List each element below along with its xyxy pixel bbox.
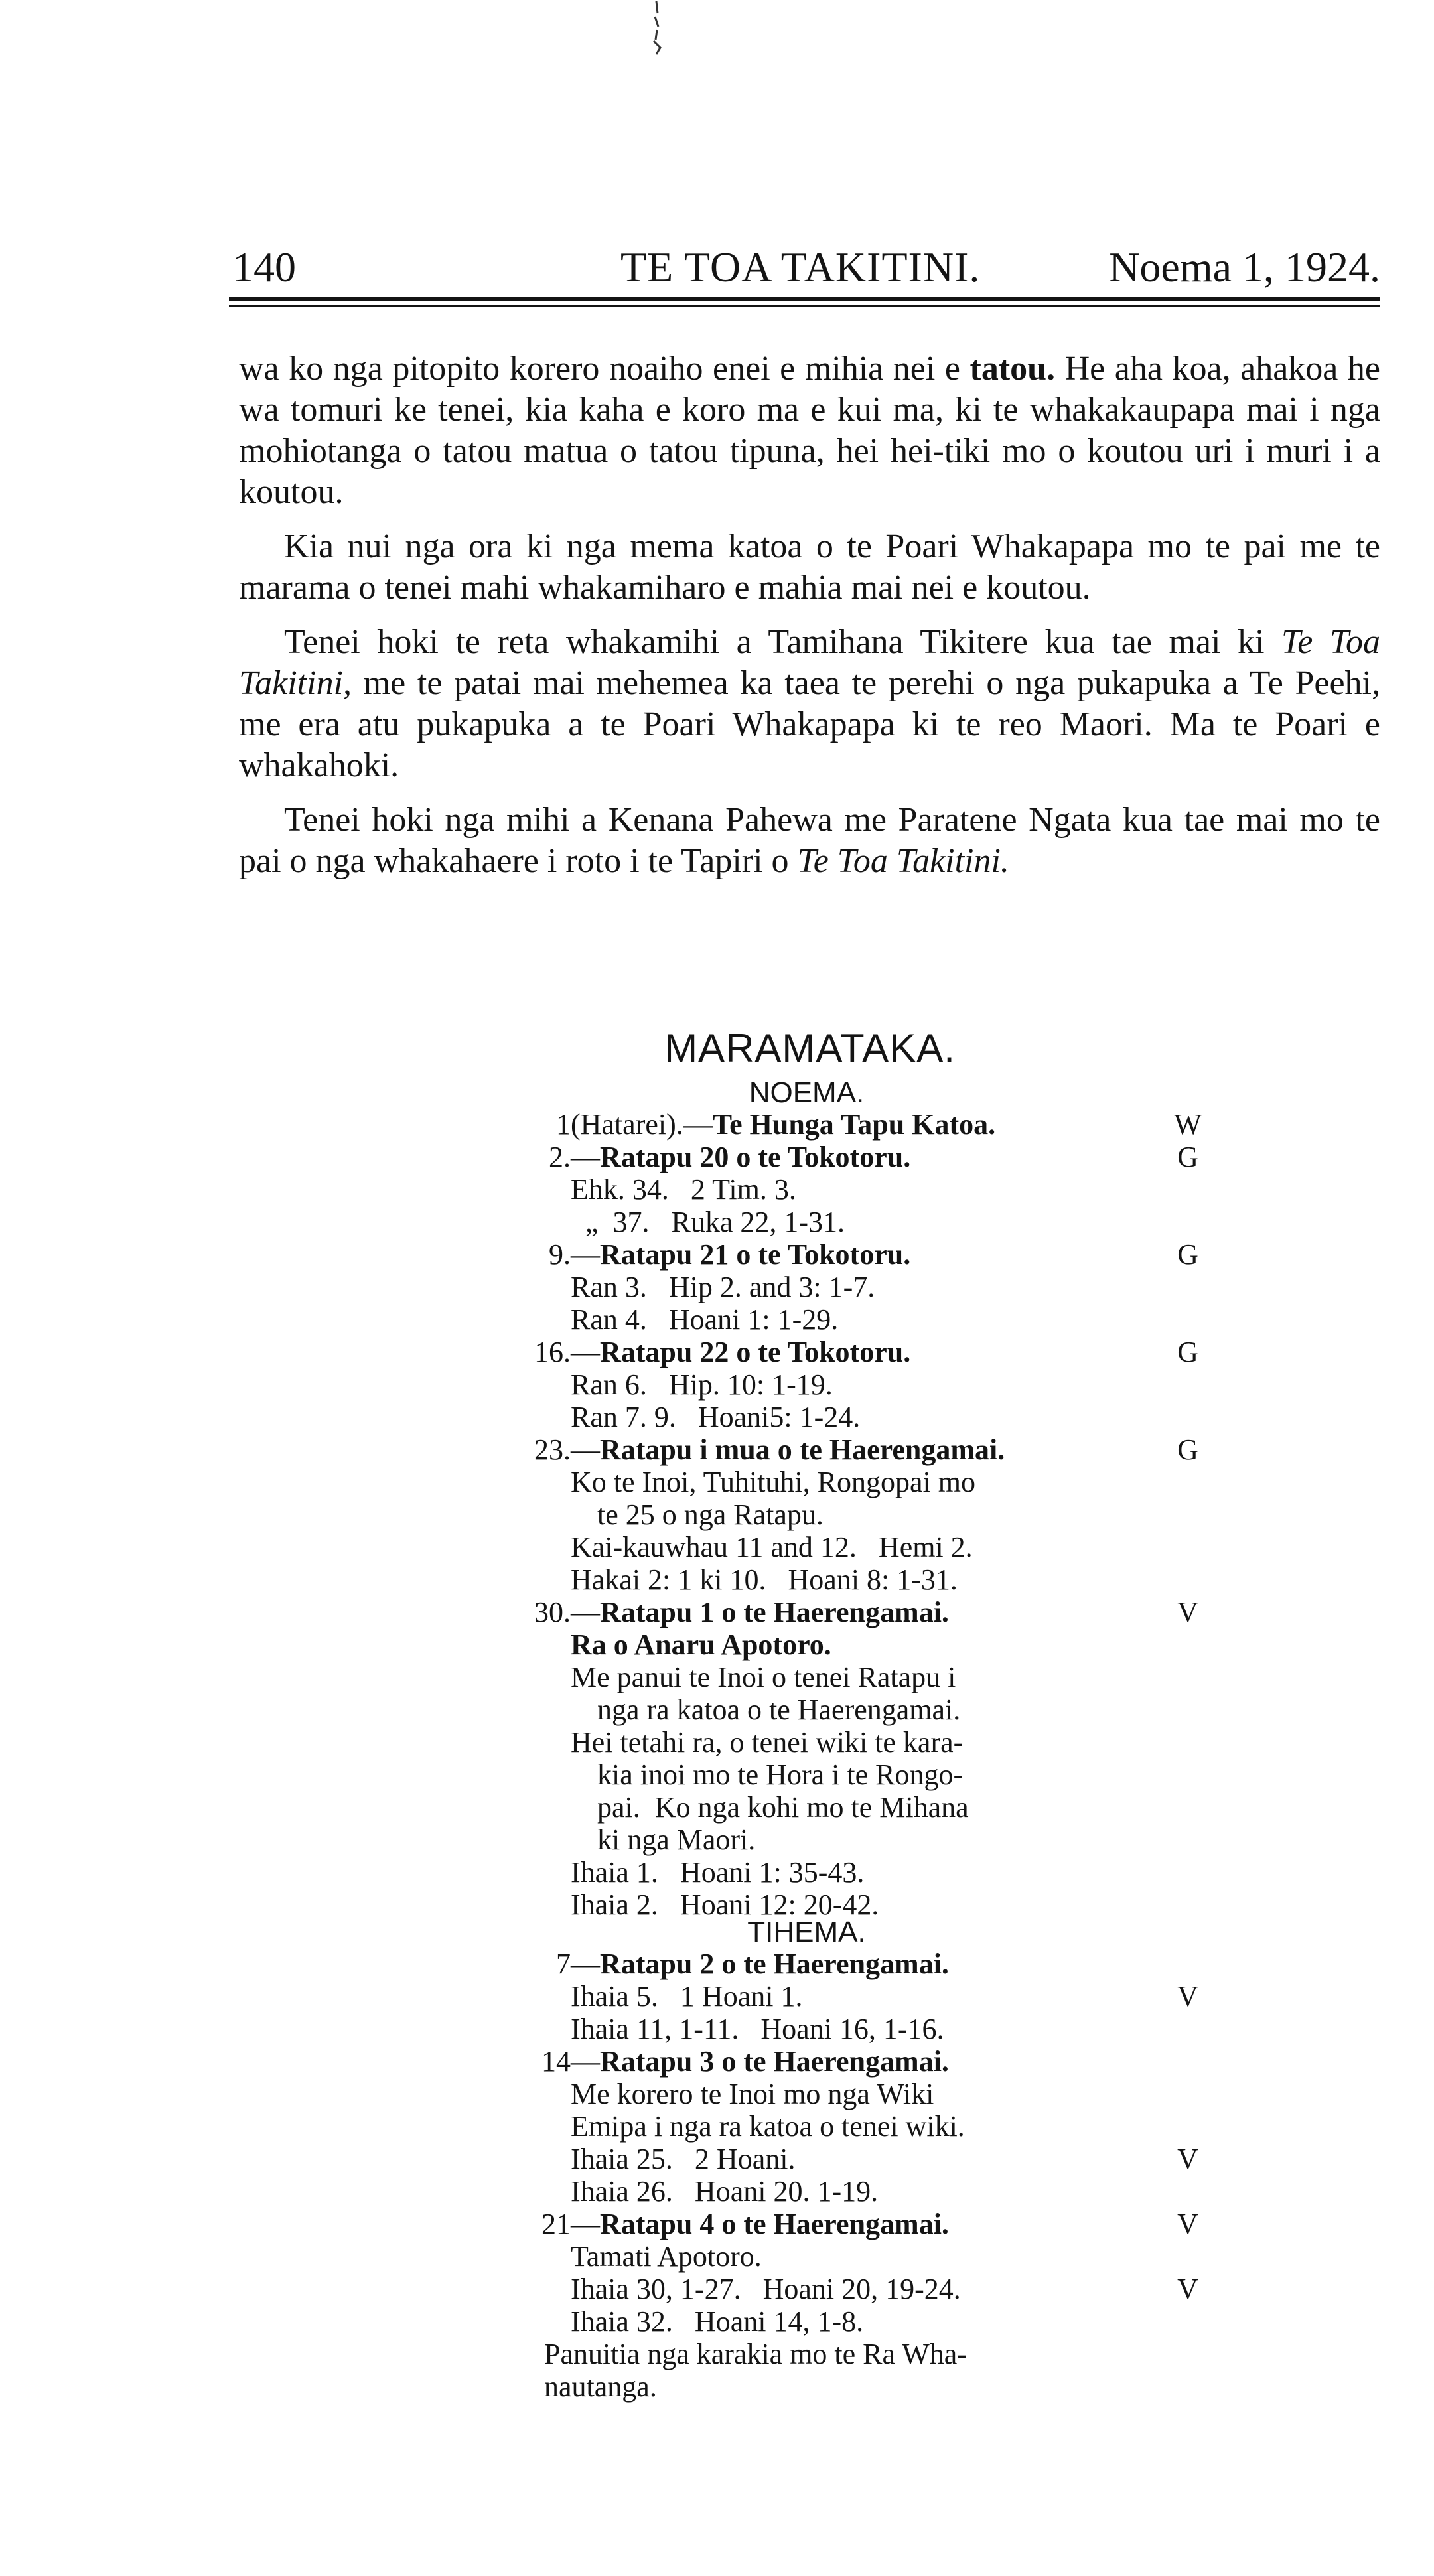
calendar-subline — [438, 1368, 1394, 1401]
entry-day: 30. — [534, 1596, 571, 1628]
reading-text: nautanga. — [544, 2370, 657, 2403]
italic-text: Te Toa Takitini. — [797, 842, 1009, 880]
entry-prefix: — — [571, 2045, 600, 2078]
entry-prefix: — — [571, 1948, 600, 1980]
calendar-subline — [438, 1173, 1394, 1206]
reading-text: Me korero te Inoi mo nga Wiki — [571, 2078, 934, 2110]
liturgical-color-code: G — [1177, 1433, 1198, 1466]
paragraph-text: Tenei hoki nga mihi a Kenana Pahewa me Paratene Ngata kua tae mai mo te pai o nga whakahaere i roto i te Tapiri o — [239, 801, 1380, 880]
reading-text: pai. Ko nga kohi mo te Mihana — [597, 1791, 969, 1824]
reading-text: Kai-kauwhau 11 and 12. Hemi 2. — [571, 1531, 973, 1563]
calendar-subline — [438, 1498, 1394, 1531]
paragraph-text: me te patai mai mehemea ka taea te perehi o nga pukapuka a Te Peehi, me era atu pukapuka a te Poari Whakapapa ki te reo Maori. Ma te Poari e whakahoki. — [239, 664, 1380, 784]
entry-label: Ratapu 2 o te Haerengamai. — [600, 1948, 949, 1980]
liturgical-color-code: V — [1177, 2208, 1198, 2240]
calendar-subline — [438, 1856, 1394, 1889]
calendar-subline — [438, 1271, 1394, 1303]
calendar-entry — [438, 1596, 1394, 1628]
entry-prefix: — — [571, 1141, 600, 1173]
reading-text: Ran 6. Hip. 10: 1-19. — [571, 1368, 833, 1401]
liturgical-color-code: W — [1174, 1108, 1202, 1141]
paragraph-text: Tenei hoki te reta whakamihi a Tamihana Tikitere kua tae mai ki — [284, 623, 1282, 661]
calendar-subline — [438, 1980, 1394, 2013]
calendar-entry — [438, 1108, 1394, 1141]
reading-text: Ihaia 32. Hoani 14, 1-8. — [571, 2305, 864, 2338]
reading-text: Ihaia 11, 1-11. Hoani 16, 1-16. — [571, 2013, 944, 2045]
entry-label: Ratapu 20 o te Tokotoru. — [600, 1141, 911, 1173]
entry-day: 2. — [549, 1141, 571, 1173]
entry-label: Ratapu 3 o te Haerengamai. — [600, 2045, 949, 2078]
calendar-noema — [438, 1108, 1394, 1921]
calendar-subline — [438, 1401, 1394, 1433]
reading-text: Ehk. 34. 2 Tim. 3. — [571, 1173, 796, 1206]
calendar-entry — [438, 1141, 1394, 1173]
reading-text: Ran 3. Hip 2. and 3: 1-7. — [571, 1271, 875, 1303]
calendar-entry — [438, 1336, 1394, 1368]
reading-text: Ihaia 30, 1-27. Hoani 20, 19-24. — [571, 2273, 961, 2305]
calendar-title: MARAMATAKA. — [664, 1026, 956, 1070]
entry-day: 16. — [534, 1336, 571, 1368]
calendar-entry — [438, 2045, 1394, 2078]
calendar-subline — [438, 1303, 1394, 1336]
entry-prefix: — — [571, 1238, 600, 1271]
running-title: TE TOA TAKITINI. — [620, 244, 981, 291]
liturgical-color-code: G — [1177, 1141, 1198, 1173]
reading-text: Hei tetahi ra, o tenei wiki te kara- — [571, 1726, 964, 1758]
header-rule-top — [229, 297, 1380, 301]
reading-text: nga ra katoa o te Haerengamai. — [597, 1693, 961, 1726]
entry-day: 14 — [541, 2045, 571, 2078]
calendar-subline — [438, 1466, 1394, 1498]
calendar-subline — [438, 1791, 1394, 1824]
entry-day: 7 — [556, 1948, 571, 1980]
page-header — [226, 243, 1420, 296]
calendar-subline — [438, 2370, 1394, 2403]
entry-title — [571, 1433, 1005, 1466]
entry-label: Ratapu 21 o te Tokotoru. — [600, 1238, 911, 1271]
calendar-subline — [438, 1758, 1394, 1791]
entry-label: Ratapu i mua o te Haerengamai. — [600, 1433, 1005, 1466]
reading-text: Hakai 2: 1 ki 10. Hoani 8: 1-31. — [571, 1563, 958, 1596]
reading-text: Emipa i nga ra katoa o tenei wiki. — [571, 2110, 965, 2143]
calendar-subline — [438, 1693, 1394, 1726]
entry-day: 1 — [556, 1108, 571, 1141]
calendar-subline — [438, 1531, 1394, 1563]
paragraph-text: He aha koa, ahakoa he wa tomuri ke tenei, kia kaha e koro ma e kui ma, ki te whakakaupapa mai i nga mohiotanga o tatou matua o tatou tipuna, hei hei-tiki mo o koutou uri i muri i a koutou. — [239, 350, 1380, 511]
calendar-subline — [438, 2143, 1394, 2175]
entry-prefix: — — [571, 1433, 600, 1466]
header-rule-bottom — [229, 305, 1380, 307]
paragraph-text: wa ko nga pitopito korero noaiho enei e mihia nei e — [239, 350, 970, 388]
entry-title — [571, 1948, 949, 1980]
article-body — [239, 348, 1380, 895]
paragraph — [239, 526, 1380, 608]
paragraph — [239, 348, 1380, 513]
reading-text: te 25 o nga Ratapu. — [597, 1498, 824, 1531]
entry-day: 23. — [534, 1433, 571, 1466]
calendar-subline — [438, 1661, 1394, 1693]
reading-text: Ko te Inoi, Tuhituhi, Rongopai mo — [571, 1466, 975, 1498]
calendar-subline — [438, 2175, 1394, 2208]
ink-mark-icon — [647, 0, 667, 60]
reading-text: Ihaia 25. 2 Hoani. — [571, 2143, 796, 2175]
paragraph — [239, 800, 1380, 882]
entry-title — [571, 1108, 995, 1141]
paragraph-text: Kia nui nga ora ki nga mema katoa o te Poari Whakapapa mo te pai me te marama o tenei mahi whakamiharo e mahia mai nei e koutou. — [239, 528, 1380, 607]
reading-text: Ihaia 5. 1 Hoani 1. — [571, 1980, 803, 2013]
reading-text: Me panui te Inoi o tenei Ratapu i — [571, 1661, 956, 1693]
reading-text: Panuitia nga karakia mo te Ra Wha- — [544, 2338, 967, 2370]
calendar-tihema — [438, 1948, 1394, 2403]
calendar-subline — [438, 1206, 1394, 1238]
italic-text: Te Toa Takitini, — [239, 623, 1381, 702]
entry-label: Ratapu 4 o te Haerengamai. — [600, 2208, 949, 2240]
entry-title — [571, 1596, 949, 1628]
calendar-subline — [438, 2240, 1394, 2273]
entry-title — [571, 1336, 910, 1368]
calendar-subline — [438, 2110, 1394, 2143]
reading-text: ki nga Maori. — [597, 1824, 756, 1856]
reading-text: kia inoi mo te Hora i te Rongo- — [597, 1758, 964, 1791]
bold-text: tatou. — [969, 350, 1056, 388]
entry-day: 21 — [541, 2208, 571, 2240]
page-number: 140 — [232, 244, 296, 291]
entry-label: Te Hunga Tapu Katoa. — [712, 1108, 996, 1141]
calendar-subline — [438, 2305, 1394, 2338]
reading-text: Tamati Apotoro. — [571, 2240, 762, 2273]
entry-title — [571, 1238, 910, 1271]
calendar-subline — [438, 1563, 1394, 1596]
entry-prefix: — — [571, 2208, 600, 2240]
liturgical-color-code: V — [1177, 2143, 1198, 2175]
entry-title — [571, 2045, 949, 2078]
entry-label: Ratapu 1 o te Haerengamai. — [600, 1596, 949, 1628]
month-heading-tihema: TIHEMA. — [747, 1916, 866, 1948]
entry-title — [571, 1141, 910, 1173]
calendar-subline — [438, 1824, 1394, 1856]
calendar-subline — [438, 1726, 1394, 1758]
entry-title — [571, 2208, 949, 2240]
calendar-entry — [438, 1433, 1394, 1466]
reading-text: Ran 4. Hoani 1: 1-29. — [571, 1303, 839, 1336]
calendar-entry — [438, 1948, 1394, 1980]
liturgical-color-code: G — [1177, 1238, 1198, 1271]
entry-prefix: (Hatarei).— — [571, 1108, 713, 1141]
reading-text: Ran 7. 9. Hoani5: 1-24. — [571, 1401, 861, 1433]
reading-text: Ihaia 2. Hoani 12: 20-42. — [571, 1889, 879, 1921]
reading-text: Ihaia 1. Hoani 1: 35-43. — [571, 1856, 865, 1889]
liturgical-color-code: V — [1177, 2273, 1198, 2305]
reading-text: „ 37. Ruka 22, 1-31. — [571, 1206, 845, 1238]
entry-prefix: — — [571, 1336, 600, 1368]
month-heading-noema: NOEMA. — [749, 1076, 865, 1109]
calendar-subline — [438, 2078, 1394, 2110]
liturgical-color-code: V — [1177, 1980, 1198, 2013]
calendar-subline — [438, 2338, 1394, 2370]
calendar-subline — [438, 2013, 1394, 2045]
entry-day: 9. — [549, 1238, 571, 1271]
paragraph — [239, 622, 1380, 786]
entry-label: Ratapu 22 o te Tokotoru. — [600, 1336, 911, 1368]
issue-date: Noema 1, 1924. — [1109, 244, 1380, 291]
calendar-entry — [438, 2208, 1394, 2240]
liturgical-color-code: V — [1177, 1596, 1198, 1628]
liturgical-color-code: G — [1177, 1336, 1198, 1368]
calendar-entry — [438, 1238, 1394, 1271]
calendar-subline — [438, 2273, 1394, 2305]
calendar-subline — [438, 1628, 1394, 1661]
entry-prefix: — — [571, 1596, 600, 1628]
saint-day-label: Ra o Anaru Apotoro. — [571, 1628, 831, 1661]
reading-text: Ihaia 26. Hoani 20. 1-19. — [571, 2175, 879, 2208]
